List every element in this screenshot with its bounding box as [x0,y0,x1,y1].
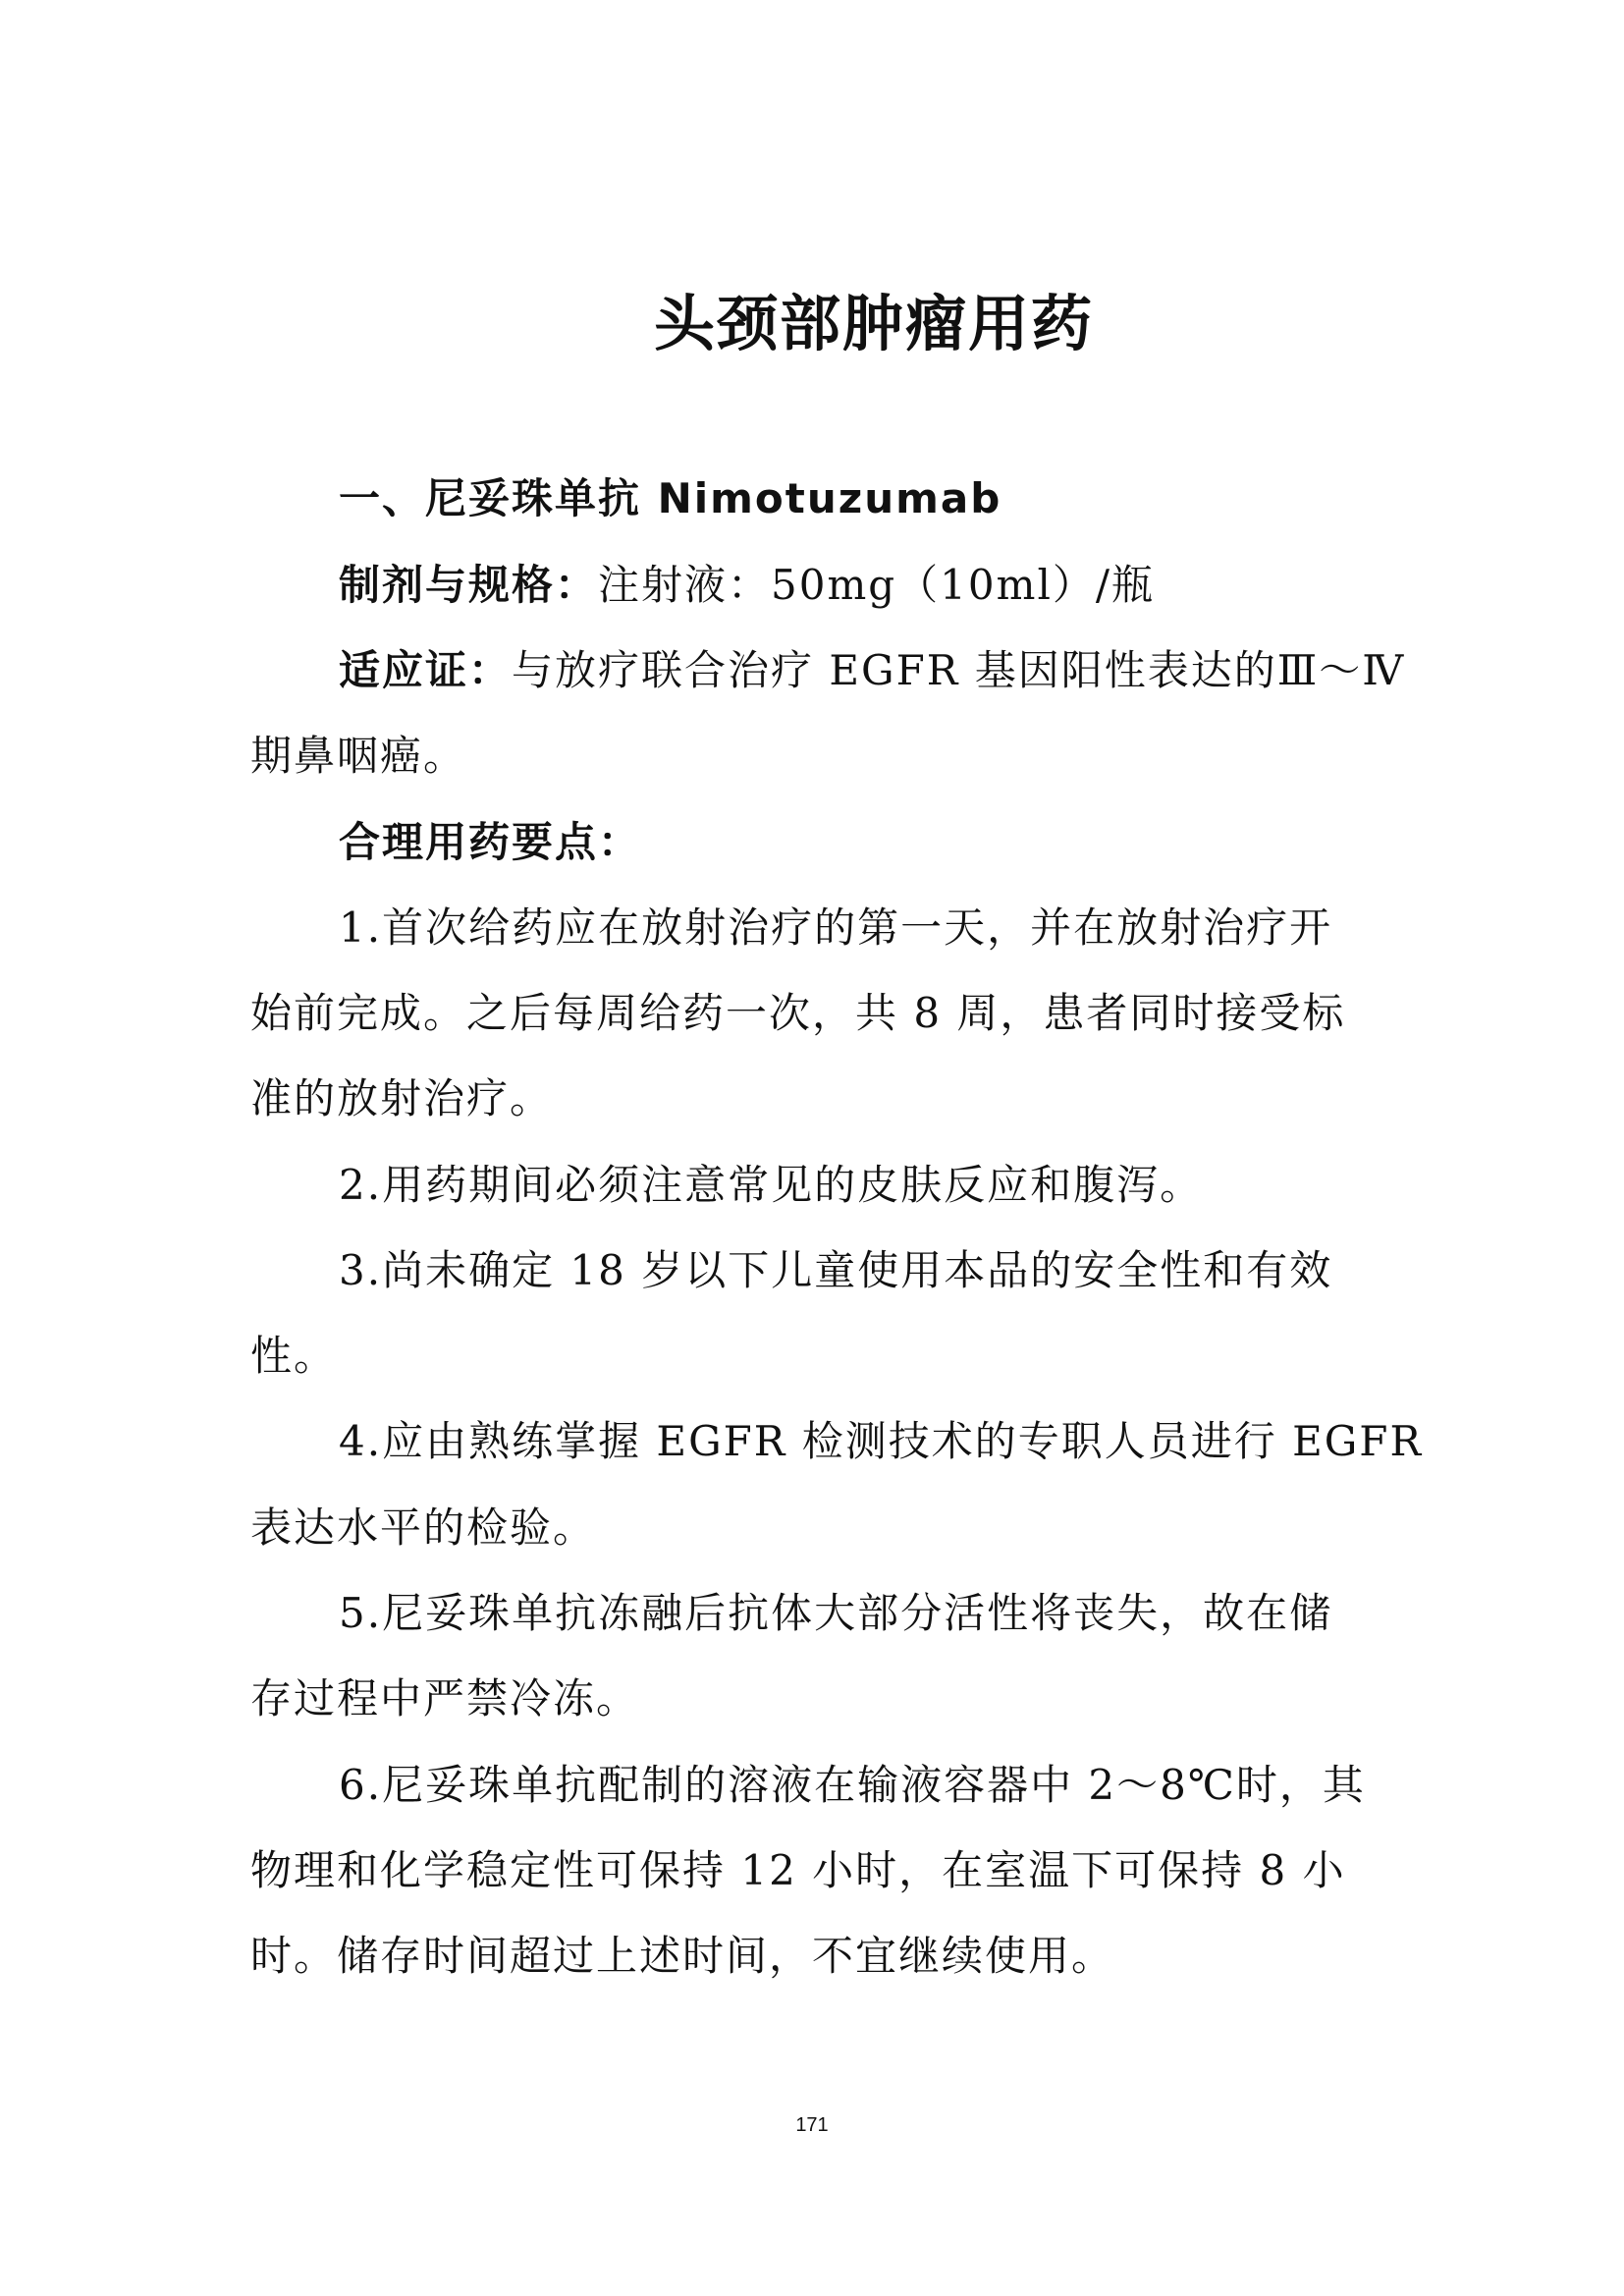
formulation-line [339,556,1155,615]
page-number: 171 [795,2114,829,2136]
point-4-line-2: 表达水平的检验。 [250,1503,597,1552]
point-5-line-2: 存过程中严禁冷冻。 [250,1674,640,1722]
formulation-value: 注射液：50mg（10ml）/瓶 [598,561,1156,609]
document-title: 头颈部肿瘤用药 [653,288,1094,359]
usage-heading: 合理用药要点： [339,818,642,866]
formulation-label: 制剂与规格： [339,561,599,609]
point-6-line-3: 时。储存时间超过上述时间，不宜继续使用。 [250,1932,1115,1980]
point-1-line-3: 准的放射治疗。 [250,1074,554,1122]
point-5-line-1: 5.尼妥珠单抗冻融后抗体大部分活性将丧失，故在储 [339,1589,1333,1637]
point-1-line-2: 始前完成。之后每周给药一次，共 8 周，患者同时接受标 [250,989,1346,1037]
point-6-line-1: 6.尼妥珠单抗配制的溶液在输液容器中 2～8℃时，其 [339,1761,1366,1809]
indication-label: 适应证： [339,646,513,694]
section-heading: 一、尼妥珠单抗 Nimotuzumab [339,474,1002,522]
point-3-line-1: 3.尚未确定 18 岁以下儿童使用本品的安全性和有效 [339,1246,1333,1294]
point-3-line-2: 性。 [250,1332,338,1380]
point-2-line-1: 2.用药期间必须注意常见的皮肤反应和腹泻。 [339,1161,1204,1209]
indication-value-line2: 期鼻咽癌。 [250,732,467,780]
indication-line [339,641,1405,700]
point-4-line-1: 4.应由熟练掌握 EGFR 检测技术的专职人员进行 EGFR [339,1417,1424,1465]
point-6-line-2: 物理和化学稳定性可保持 12 小时，在室温下可保持 8 小 [250,1846,1346,1894]
point-1-line-1: 1.首次给药应在放射治疗的第一天，并在放射治疗开 [339,903,1333,952]
indication-value-line1: 与放疗联合治疗 EGFR 基因阳性表达的Ⅲ～Ⅳ [512,646,1406,694]
